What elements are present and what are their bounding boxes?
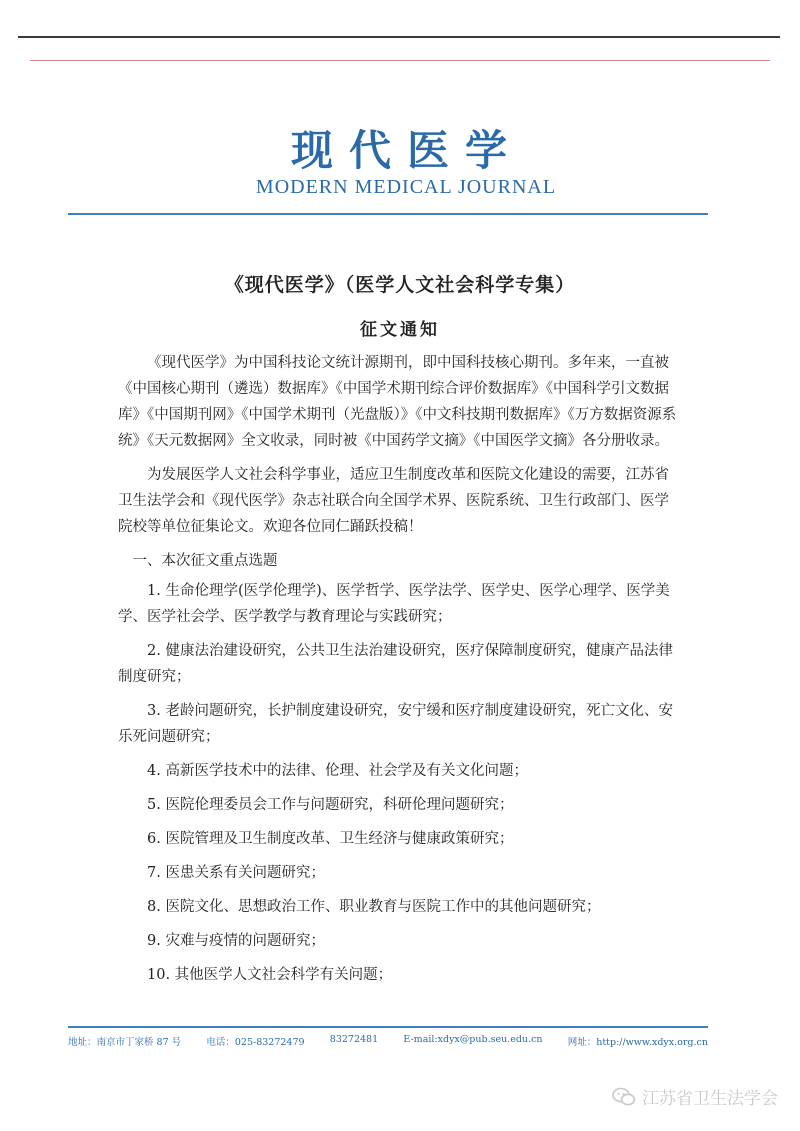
journal-title-cn: 现代医学: [290, 126, 523, 175]
list-item: 5. 医院伦理委员会工作与问题研究，科研伦理问题研究；: [147, 797, 514, 813]
footer-address: 地址：南京市丁家桥 87 号: [68, 1037, 182, 1048]
list-item: 6. 医院管理及卫生制度改革、卫生经济与健康政策研究；: [147, 831, 514, 847]
watermark-text: 江苏省卫生法学会: [642, 1089, 778, 1109]
top-red-line: [30, 60, 770, 61]
footer-contact: [68, 1034, 708, 1048]
intro-paragraph-2: 为发展医学人文社会科学事业，适应卫生制度改革和医院文化建设的需要，江苏省卫生法学会和《现代医学》杂志社联合向全国学术界、医院系统、卫生行政部门、医学院校等单位征集论文。欢迎各位同仁踊跃投稿！: [118, 467, 669, 535]
list-item: 10. 其他医学人文社会科学有关问题；: [147, 967, 393, 983]
topic-list: [118, 578, 678, 988]
footer-email[interactable]: E-mail:xdyx@pub.seu.edu.cn: [403, 1034, 543, 1045]
footer-divider: [68, 1026, 708, 1028]
footer-phone: 电话：025-83272479: [206, 1037, 305, 1048]
journal-title-en: MODERN MEDICAL JOURNAL: [255, 176, 557, 198]
wechat-icon: [612, 1087, 636, 1107]
top-border-line: [18, 36, 780, 38]
masthead-divider: [68, 213, 708, 215]
section-heading: 一、本次征文重点选题: [132, 553, 278, 569]
footer-phone2: 83272481: [329, 1034, 379, 1045]
list-item: 7. 医患关系有关问题研究；: [147, 865, 325, 881]
list-item: 1. 生命伦理学(医学伦理学)、医学哲学、医学法学、医学史、医学心理学、医学美学、医学社会学、医学教学与教育理论与实践研究；: [118, 583, 670, 625]
watermark: [612, 1084, 778, 1109]
list-item: 8. 医院文化、思想政治工作、职业教育与医院工作中的其他问题研究；: [147, 899, 601, 915]
list-item: 2. 健康法治建设研究，公共卫生法治建设研究，医疗保障制度研究，健康产品法律制度研究；: [118, 643, 673, 685]
list-item: 4. 高新医学技术中的法律、伦理、社会学及有关文化问题；: [147, 763, 528, 779]
intro-paragraph-1: 《现代医学》为中国科技论文统计源期刊，即中国科技核心期刊。多年来，一直被《中国核心期刊（遴选）数据库》《中国学术期刊综合评价数据库》《中国科学引文数据库》《中国期刊网》《中国学术期刊（光盘版）》《中文科技期刊数据库》《万方数据资源系统》《天元数据网》全文收录，同时被《中国药学文摘》《中国医学文摘》各分册收录。: [118, 355, 677, 449]
notice-subtitle: 征文通知: [360, 320, 440, 340]
list-item: 9. 灾难与疫情的问题研究；: [147, 933, 325, 949]
footer-website[interactable]: 网址：http://www.xdyx.org.cn: [567, 1037, 708, 1048]
list-item: 3. 老龄问题研究，长护制度建设研究，安宁缓和医疗制度建设研究，死亡文化、安乐死问题研究；: [118, 703, 673, 745]
notice-title: 《现代医学》（医学人文社会科学专集）: [224, 274, 576, 296]
notice-body: [118, 350, 678, 996]
